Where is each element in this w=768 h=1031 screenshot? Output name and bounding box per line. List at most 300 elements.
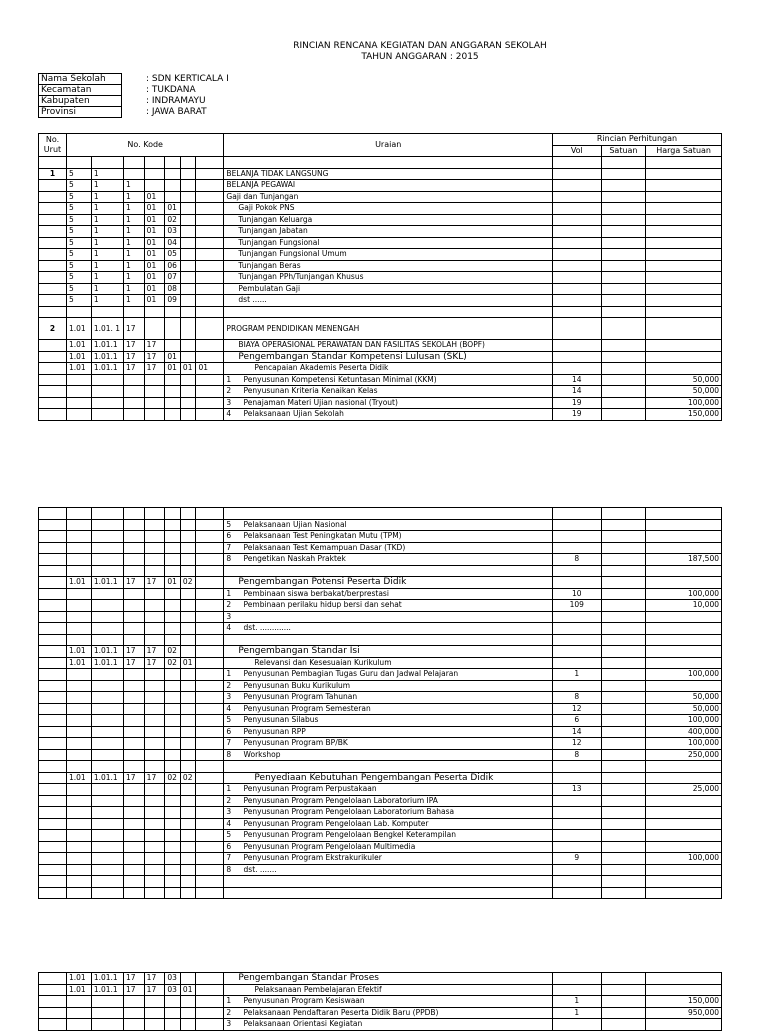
kode-cell [66, 715, 91, 727]
kode-cell [91, 1019, 123, 1031]
no-urut-cell [39, 542, 67, 554]
vol-cell [552, 1019, 601, 1031]
harga-cell [646, 226, 722, 238]
kode-cell: 1.01.1 [91, 772, 123, 784]
vol-cell: 14 [552, 374, 601, 386]
harga-cell [646, 772, 722, 784]
kode-cell [180, 295, 196, 307]
kode-cell: 1.01 [66, 351, 91, 363]
kode-cell [66, 996, 91, 1008]
kode-cell [180, 715, 196, 727]
kode-cell [196, 657, 224, 669]
kode-cell [180, 508, 196, 520]
kode-cell: 5 [66, 260, 91, 272]
kode-cell [180, 260, 196, 272]
item-number-cell: 1 [224, 588, 242, 600]
kode-cell [123, 761, 144, 773]
kode-cell [180, 318, 196, 340]
kode-cell: 07 [165, 272, 181, 284]
kode-cell [180, 283, 196, 295]
kode-cell [196, 853, 224, 865]
kode-cell [196, 1019, 224, 1031]
vol-cell: 9 [552, 853, 601, 865]
satuan-cell [601, 318, 646, 340]
satuan-cell [601, 795, 646, 807]
kode-cell: 17 [144, 340, 165, 352]
kode-cell [66, 807, 91, 819]
table-row [39, 363, 722, 375]
no-urut-cell [39, 531, 67, 543]
kode-cell [66, 554, 91, 566]
kode-cell [165, 340, 181, 352]
vol-cell [552, 157, 601, 169]
table-row [39, 772, 722, 784]
satuan-cell [601, 853, 646, 865]
kode-cell [196, 180, 224, 192]
uraian-cell: Pelaksanaan Ujian Sekolah [242, 409, 553, 421]
satuan-cell [601, 749, 646, 761]
harga-cell: 10,000 [646, 600, 722, 612]
kode-cell [91, 386, 123, 398]
vol-cell: 12 [552, 738, 601, 750]
harga-cell [646, 237, 722, 249]
kode-cell [180, 180, 196, 192]
satuan-cell [601, 565, 646, 577]
table-row [39, 749, 722, 761]
satuan-cell [601, 864, 646, 876]
kode-cell: 08 [165, 283, 181, 295]
kode-cell [165, 180, 181, 192]
table-row [39, 249, 722, 261]
kode-cell [196, 340, 224, 352]
kode-cell [144, 157, 165, 169]
harga-cell [646, 807, 722, 819]
kode-cell [180, 818, 196, 830]
kode-cell [165, 887, 181, 899]
kode-cell [123, 542, 144, 554]
kode-cell [123, 887, 144, 899]
kode-cell [91, 818, 123, 830]
satuan-cell [601, 703, 646, 715]
table-row [39, 226, 722, 238]
kode-cell [196, 703, 224, 715]
kode-cell [196, 761, 224, 773]
uraian-cell: Penyusunan Program Tahunan [242, 692, 553, 704]
harga-cell: 100,000 [646, 397, 722, 409]
kode-cell [144, 318, 165, 340]
kode-cell [180, 191, 196, 203]
kode-cell [196, 818, 224, 830]
satuan-cell [601, 203, 646, 215]
kode-cell [180, 531, 196, 543]
no-urut-cell [39, 984, 67, 996]
kode-cell [66, 409, 91, 421]
satuan-cell [601, 249, 646, 261]
vol-cell [552, 519, 601, 531]
kode-cell [180, 409, 196, 421]
kode-cell [196, 351, 224, 363]
harga-cell: 100,000 [646, 715, 722, 727]
kode-cell: 17 [144, 657, 165, 669]
kode-cell [180, 887, 196, 899]
kode-cell: 06 [165, 260, 181, 272]
kode-cell: 01 [180, 984, 196, 996]
kode-cell [165, 807, 181, 819]
kode-cell [180, 554, 196, 566]
item-number-cell: 4 [224, 818, 242, 830]
kode-cell [123, 1007, 144, 1019]
uraian-cell: Pembinaan siswa berbakat/berprestasi [242, 588, 553, 600]
kode-cell [144, 876, 165, 888]
kode-cell: 5 [66, 272, 91, 284]
kode-cell [91, 634, 123, 646]
kode-cell [91, 738, 123, 750]
vol-cell [552, 237, 601, 249]
kode-cell [123, 715, 144, 727]
kode-cell [91, 996, 123, 1008]
kode-cell [196, 191, 224, 203]
kode-cell [196, 611, 224, 623]
satuan-cell [601, 409, 646, 421]
kode-cell: 17 [144, 351, 165, 363]
uraian-cell: Pencapaian Akademis Peserta Didik [224, 363, 553, 375]
kode-cell: 17 [123, 772, 144, 784]
kode-cell [196, 646, 224, 658]
item-number-cell: 3 [224, 807, 242, 819]
satuan-cell [601, 738, 646, 750]
no-urut-cell [39, 249, 67, 261]
info-row [39, 107, 232, 118]
no-urut-cell [39, 876, 67, 888]
item-number-cell: 3 [224, 611, 242, 623]
kode-cell: 01 [144, 249, 165, 261]
kode-cell: 1 [91, 237, 123, 249]
kode-cell: 1 [91, 260, 123, 272]
kode-cell: 1.01 [66, 984, 91, 996]
kode-cell [180, 726, 196, 738]
kode-cell [91, 554, 123, 566]
table-row [39, 295, 722, 307]
table-row [39, 818, 722, 830]
kode-cell: 1 [123, 237, 144, 249]
no-urut-cell [39, 565, 67, 577]
kode-cell [123, 508, 144, 520]
kode-cell [66, 386, 91, 398]
item-number-cell: 3 [224, 692, 242, 704]
kode-cell [165, 795, 181, 807]
header-harga: Harga Satuan [646, 145, 722, 157]
kode-cell [196, 157, 224, 169]
kode-cell: 01 [180, 363, 196, 375]
harga-cell [646, 818, 722, 830]
kode-cell [180, 761, 196, 773]
kode-cell: 05 [165, 249, 181, 261]
satuan-cell [601, 374, 646, 386]
satuan-cell [601, 634, 646, 646]
vol-cell [552, 351, 601, 363]
kode-cell [180, 397, 196, 409]
item-number-cell: 6 [224, 531, 242, 543]
table-row [39, 577, 722, 589]
kode-cell: 01 [144, 203, 165, 215]
kode-cell [144, 680, 165, 692]
kode-cell [180, 351, 196, 363]
kode-cell: 01 [165, 203, 181, 215]
kode-cell: 17 [123, 351, 144, 363]
kode-cell [165, 191, 181, 203]
table-row [39, 306, 722, 318]
vol-cell: 8 [552, 749, 601, 761]
kode-cell [180, 996, 196, 1008]
kode-cell: 02 [165, 772, 181, 784]
satuan-cell [601, 715, 646, 727]
info-value: : INDRAMAYU [146, 96, 206, 106]
table-row [39, 157, 722, 169]
vol-cell [552, 646, 601, 658]
harga-cell [646, 351, 722, 363]
no-urut-cell [39, 634, 67, 646]
kode-cell [123, 1019, 144, 1031]
kode-cell [144, 1019, 165, 1031]
kode-cell [144, 818, 165, 830]
kode-cell: 1 [123, 191, 144, 203]
kode-cell [66, 864, 91, 876]
kode-cell [165, 565, 181, 577]
kode-cell [196, 272, 224, 284]
no-urut-cell [39, 157, 67, 169]
table-row [39, 646, 722, 658]
satuan-cell [601, 973, 646, 985]
no-urut-cell [39, 554, 67, 566]
kode-cell: 1 [123, 283, 144, 295]
satuan-cell [601, 508, 646, 520]
kode-cell [144, 531, 165, 543]
uraian-cell: Pengembangan Potensi Peserta Didik [224, 577, 553, 589]
no-urut-cell [39, 841, 67, 853]
kode-cell: 1.01.1 [91, 984, 123, 996]
no-urut-cell [39, 508, 67, 520]
harga-cell: 150,000 [646, 996, 722, 1008]
info-label: Nama Sekolah [39, 74, 122, 85]
table-row [39, 680, 722, 692]
kode-cell: 1 [123, 260, 144, 272]
no-urut-cell [39, 772, 67, 784]
table-row [39, 703, 722, 715]
kode-cell [196, 795, 224, 807]
kode-cell [144, 887, 165, 899]
table-row [39, 237, 722, 249]
kode-cell [165, 669, 181, 681]
harga-cell: 400,000 [646, 726, 722, 738]
kode-cell [165, 554, 181, 566]
satuan-cell [601, 761, 646, 773]
kode-cell [196, 692, 224, 704]
uraian-cell: Penyediaan Kebutuhan Pengembangan Peserta Didik [224, 772, 553, 784]
kode-cell: 1 [123, 214, 144, 226]
table-row [39, 203, 722, 215]
satuan-cell [601, 260, 646, 272]
kode-cell: 1.01.1 [91, 340, 123, 352]
kode-cell [123, 611, 144, 623]
table-row [39, 611, 722, 623]
satuan-cell [601, 237, 646, 249]
table-row [39, 386, 722, 398]
uraian-cell: Pelaksanaan Ujian Nasional [242, 519, 553, 531]
harga-cell [646, 795, 722, 807]
kode-cell [180, 841, 196, 853]
uraian-cell: Pembinaan perilaku hidup bersi dan sehat [242, 600, 553, 612]
kode-cell: 5 [66, 191, 91, 203]
kode-cell [123, 669, 144, 681]
kode-cell: 01 [144, 191, 165, 203]
kode-cell [91, 876, 123, 888]
table-row [39, 351, 722, 363]
kode-cell [144, 409, 165, 421]
kode-cell [196, 249, 224, 261]
uraian-cell: Pelaksanaan Orientasi Kegiatan [242, 1019, 553, 1031]
kode-cell [196, 1007, 224, 1019]
no-urut-cell: 1 [39, 168, 67, 180]
table-row [39, 283, 722, 295]
table-row [39, 887, 722, 899]
kode-cell [123, 531, 144, 543]
harga-cell [646, 611, 722, 623]
kode-cell: 5 [66, 214, 91, 226]
vol-cell [552, 191, 601, 203]
kode-cell [165, 531, 181, 543]
harga-cell: 150,000 [646, 409, 722, 421]
kode-cell [144, 611, 165, 623]
kode-cell [196, 386, 224, 398]
item-number-cell: 2 [224, 386, 242, 398]
kode-cell: 5 [66, 203, 91, 215]
kode-cell [165, 841, 181, 853]
kode-cell [180, 306, 196, 318]
kode-cell [123, 830, 144, 842]
kode-cell [91, 508, 123, 520]
kode-cell: 01 [165, 363, 181, 375]
kode-cell [144, 715, 165, 727]
kode-cell: 1 [91, 180, 123, 192]
no-urut-cell [39, 830, 67, 842]
satuan-cell [601, 646, 646, 658]
vol-cell [552, 203, 601, 215]
table-row [39, 657, 722, 669]
kode-cell [144, 542, 165, 554]
kode-cell [196, 841, 224, 853]
satuan-cell [601, 588, 646, 600]
info-label: Provinsi [39, 107, 122, 118]
vol-cell [552, 214, 601, 226]
vol-cell [552, 876, 601, 888]
kode-cell [144, 726, 165, 738]
item-number-cell [224, 508, 242, 520]
kode-cell: 02 [165, 646, 181, 658]
info-value: : JAWA BARAT [146, 107, 207, 117]
kode-cell: 01 [144, 295, 165, 307]
kode-cell [180, 680, 196, 692]
uraian-cell: Workshop [242, 749, 553, 761]
vol-cell [552, 565, 601, 577]
item-number-cell: 1 [224, 784, 242, 796]
kode-cell [91, 611, 123, 623]
satuan-cell [601, 295, 646, 307]
no-urut-cell [39, 680, 67, 692]
uraian-cell: Penyusunan Program Pengelolaan Laboratorium IPA [242, 795, 553, 807]
vol-cell [552, 306, 601, 318]
satuan-cell [601, 386, 646, 398]
item-number-cell [224, 565, 242, 577]
no-urut-cell [39, 818, 67, 830]
kode-cell [123, 634, 144, 646]
kode-cell [165, 611, 181, 623]
uraian-cell [242, 876, 553, 888]
uraian-cell: Penyusunan Program Pengelolaan Lab. Komputer [242, 818, 553, 830]
kode-cell [66, 623, 91, 635]
kode-cell [66, 519, 91, 531]
school-info [38, 73, 232, 118]
vol-cell [552, 761, 601, 773]
uraian-cell: Penyusunan Buku Kurikulum [242, 680, 553, 692]
vol-cell [552, 807, 601, 819]
kode-cell [144, 554, 165, 566]
item-number-cell [224, 157, 242, 169]
no-urut-cell [39, 996, 67, 1008]
kode-cell [165, 519, 181, 531]
satuan-cell [601, 841, 646, 853]
kode-cell: 1.01.1 [91, 577, 123, 589]
satuan-cell [601, 876, 646, 888]
harga-cell [646, 984, 722, 996]
satuan-cell [601, 157, 646, 169]
kode-cell [91, 669, 123, 681]
kode-cell: 01 [144, 226, 165, 238]
kode-cell [180, 703, 196, 715]
no-urut-cell [39, 272, 67, 284]
kode-cell [123, 306, 144, 318]
kode-cell [165, 853, 181, 865]
table-row [39, 600, 722, 612]
table-row [39, 1019, 722, 1031]
kode-cell [144, 588, 165, 600]
no-urut-cell: 2 [39, 318, 67, 340]
kode-cell [165, 1007, 181, 1019]
no-urut-cell [39, 306, 67, 318]
satuan-cell [601, 306, 646, 318]
item-number-cell: 2 [224, 795, 242, 807]
uraian-cell [242, 508, 553, 520]
no-urut-cell [39, 973, 67, 985]
vol-cell [552, 318, 601, 340]
kode-cell [66, 853, 91, 865]
vol-cell [552, 340, 601, 352]
kode-cell [196, 226, 224, 238]
table-row [39, 984, 722, 996]
table-row [39, 864, 722, 876]
table-row [39, 191, 722, 203]
kode-cell [196, 565, 224, 577]
uraian-cell: Penyusunan Program Pengelolaan Laboratorium Bahasa [242, 807, 553, 819]
kode-cell [91, 887, 123, 899]
kode-cell [91, 565, 123, 577]
kode-cell: 1.01.1 [91, 363, 123, 375]
item-number-cell: 8 [224, 749, 242, 761]
kode-cell [91, 841, 123, 853]
no-urut-cell [39, 519, 67, 531]
kode-cell [196, 876, 224, 888]
kode-cell [66, 669, 91, 681]
table-row [39, 795, 722, 807]
